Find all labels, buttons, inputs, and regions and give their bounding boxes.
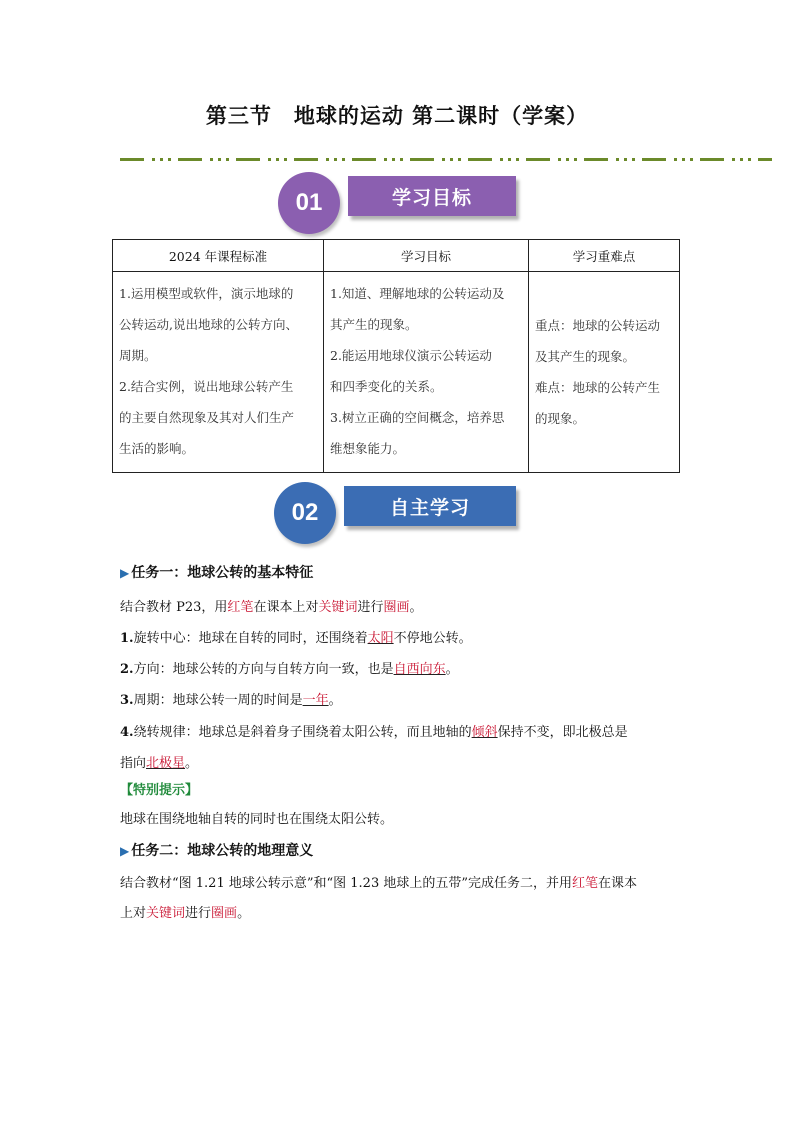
item-number: 3. — [120, 693, 134, 708]
list-item — [120, 689, 342, 708]
divider-dot — [632, 158, 635, 161]
task-heading-text: 任务一：地球公转的基本特征 — [131, 565, 314, 581]
text: 在课本 — [598, 876, 638, 891]
text: 不停地公转。 — [393, 631, 472, 646]
learning-goals-table — [112, 239, 680, 473]
divider-dot — [574, 158, 577, 161]
text: 周期：地球公转一周的时间是 — [133, 693, 303, 708]
divider-dash — [526, 158, 550, 161]
cell-line: 生活的影响。 — [119, 441, 195, 456]
divider-dot — [458, 158, 461, 161]
highlight-text: 圈画 — [211, 906, 238, 921]
section-title-bar: 学习目标 — [348, 176, 516, 216]
cell-line: 维想象能力。 — [330, 441, 406, 456]
item-number: 2. — [120, 662, 134, 677]
task-heading — [120, 562, 313, 582]
divider-dot — [674, 158, 677, 161]
divider-dash — [236, 158, 260, 161]
triangle-bullet-icon: ▶ — [120, 844, 130, 858]
highlight-text: 红笔 — [227, 600, 254, 615]
item-number: 1. — [120, 631, 134, 646]
text: 进行 — [357, 600, 384, 615]
divider-dot — [682, 158, 685, 161]
answer-keyword: 太阳 — [367, 631, 394, 646]
divider-dot — [500, 158, 503, 161]
text: 结合教材 P23，用 — [120, 600, 228, 615]
table-header-cell: 2024 年课程标准 — [113, 240, 324, 272]
divider-dot — [442, 158, 445, 161]
divider-dot — [508, 158, 511, 161]
divider-dot — [740, 158, 743, 161]
text: 方向：地球公转的方向与自转方向一致，也是 — [133, 662, 394, 677]
divider-dash — [178, 158, 202, 161]
divider-dot — [392, 158, 395, 161]
cell-line: 1.知道、理解地球的公转运动及 — [330, 286, 505, 301]
divider-dot — [210, 158, 213, 161]
highlight-text: 圈画 — [383, 600, 410, 615]
cell-line: 重点：地球的公转运动 — [535, 318, 661, 333]
divider-dot — [732, 158, 735, 161]
cell-line: 3.树立正确的空间概念，培养思 — [330, 410, 505, 425]
divider-dot — [384, 158, 387, 161]
divider-dash — [120, 158, 144, 161]
text: 保持不变，即北极总是 — [497, 725, 628, 740]
triangle-bullet-icon: ▶ — [120, 566, 130, 580]
divider-dash — [584, 158, 608, 161]
cell-line: 1.运用模型或软件，演示地球的 — [119, 286, 294, 301]
cell-line: 公转运动,说出地球的公转方向、 — [119, 317, 298, 332]
answer-keyword: 自西向东 — [393, 662, 446, 677]
text: 在课本上对 — [253, 600, 319, 615]
text: 。 — [409, 600, 423, 615]
table-header-cell: 学习重难点 — [529, 240, 680, 272]
cell-line: 和四季变化的关系。 — [330, 379, 443, 394]
cell-line: 的主要自然现象及其对人们生产 — [119, 410, 295, 425]
divider-dot — [516, 158, 519, 161]
table-header-cell: 学习目标 — [324, 240, 529, 272]
task-heading — [120, 840, 313, 860]
divider-dot — [624, 158, 627, 161]
divider-dash — [642, 158, 666, 161]
section-header-goals — [278, 172, 518, 236]
cell-line: 的现象。 — [535, 411, 586, 426]
curriculum-standard-cell — [113, 272, 324, 473]
section-title-bar: 自主学习 — [344, 486, 516, 526]
divider-dot — [218, 158, 221, 161]
divider-dot — [268, 158, 271, 161]
cell-line: 难点：地球的公转产生 — [535, 380, 661, 395]
highlight-text: 红笔 — [572, 876, 599, 891]
text: 。 — [328, 693, 342, 708]
divider-dot — [690, 158, 693, 161]
divider-dot — [160, 158, 163, 161]
divider-dot — [152, 158, 155, 161]
answer-keyword: 一年 — [302, 693, 329, 708]
divider-dash — [468, 158, 492, 161]
divider-dash — [352, 158, 376, 161]
text: 指向 — [120, 756, 147, 771]
table-header-row — [113, 240, 680, 272]
text: 上对 — [120, 906, 147, 921]
highlight-text: 关键词 — [146, 906, 186, 921]
divider-dot — [748, 158, 751, 161]
item-number: 4. — [120, 725, 134, 740]
text: 进行 — [185, 906, 212, 921]
divider-dot — [342, 158, 345, 161]
list-item — [120, 627, 472, 646]
divider-dot — [400, 158, 403, 161]
section-number-badge: 01 — [278, 172, 340, 234]
list-item — [120, 721, 628, 740]
section-header-self-study — [274, 482, 524, 546]
key-difficulty-cell — [529, 272, 680, 473]
highlight-text: 关键词 — [318, 600, 358, 615]
text: 绕转规律：地球总是斜着身子围绕着太阳公转，而且地轴的 — [133, 725, 472, 740]
cell-line: 及其产生的现象。 — [535, 349, 636, 364]
divider-dot — [334, 158, 337, 161]
cell-line: 2.能运用地球仪演示公转运动 — [330, 348, 492, 363]
answer-keyword: 北极星 — [146, 756, 186, 771]
divider-dash — [294, 158, 318, 161]
divider-dot — [326, 158, 329, 161]
task-heading-text: 任务二：地球公转的地理意义 — [131, 843, 314, 859]
special-tip-text: 地球在围绕地轴自转的同时也在围绕太阳公转。 — [120, 812, 394, 827]
cell-line: 其产生的现象。 — [330, 317, 418, 332]
text: 。 — [185, 756, 199, 771]
divider-dot — [616, 158, 619, 161]
page-title: 第三节 地球的运动 第二课时（学案） — [205, 103, 589, 128]
divider-dot — [168, 158, 171, 161]
divider-dot — [558, 158, 561, 161]
divider-dash — [410, 158, 434, 161]
text: 旋转中心：地球在自转的同时，还围绕着 — [133, 631, 368, 646]
divider-dash — [758, 158, 772, 161]
list-item — [120, 658, 459, 677]
table-row — [113, 272, 680, 473]
text: 。 — [445, 662, 459, 677]
instruction-line — [120, 902, 250, 921]
instruction-line — [120, 596, 423, 615]
text: 结合教材“图 1.21 地球公转示意”和“图 1.23 地球上的五带”完成任务二，并用 — [120, 876, 573, 891]
learning-goal-cell — [324, 272, 529, 473]
special-tip-label: 【特别提示】 — [120, 783, 199, 798]
divider-dot — [226, 158, 229, 161]
list-item-continued — [120, 752, 198, 771]
divider-dot — [566, 158, 569, 161]
answer-keyword: 倾斜 — [471, 725, 498, 740]
divider-dot — [276, 158, 279, 161]
text: 。 — [237, 906, 251, 921]
decorative-divider — [120, 150, 772, 170]
cell-line: 周期。 — [119, 348, 157, 363]
divider-dot — [284, 158, 287, 161]
divider-dot — [450, 158, 453, 161]
divider-dash — [700, 158, 724, 161]
instruction-line — [120, 872, 637, 891]
cell-line: 2.结合实例，说出地球公转产生 — [119, 379, 294, 394]
section-number-badge: 02 — [274, 482, 336, 544]
